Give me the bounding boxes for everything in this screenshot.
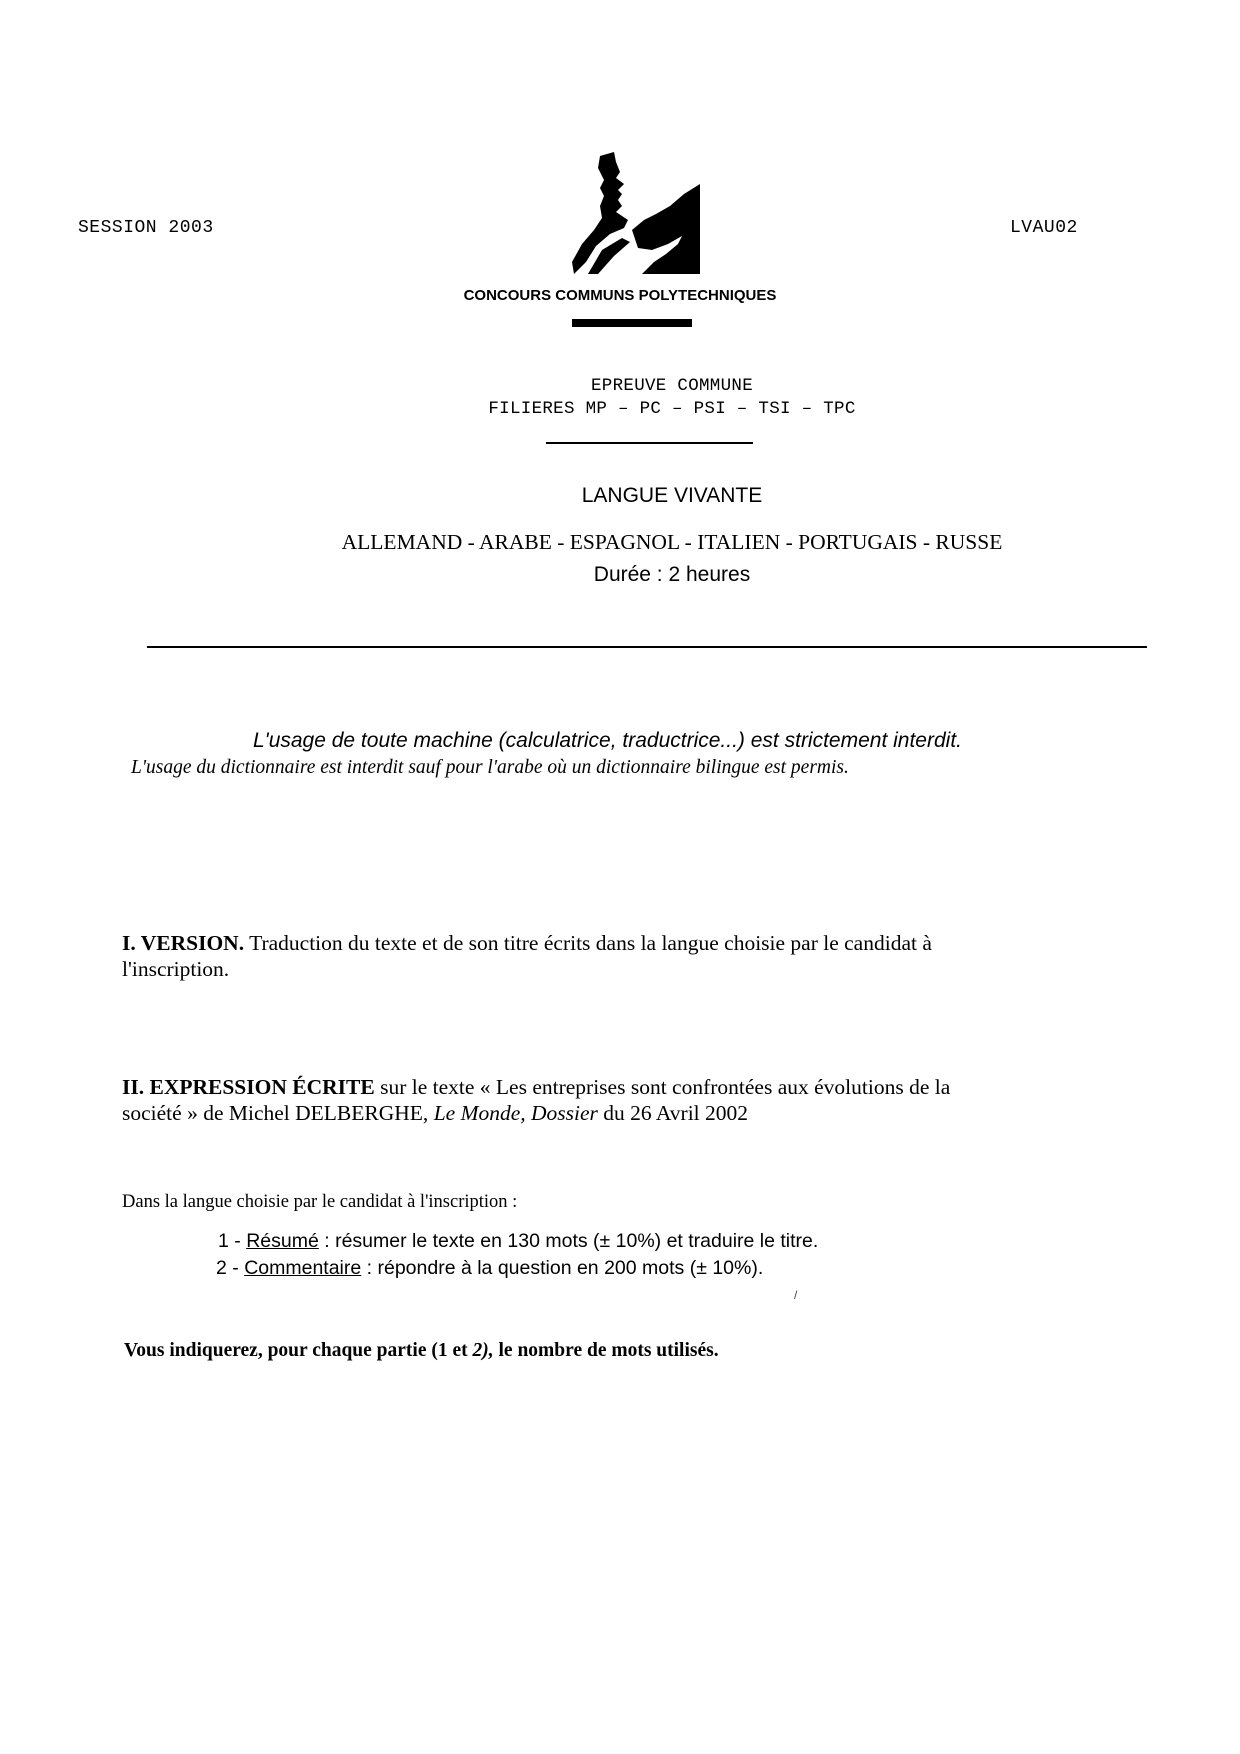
session-label: SESSION 2003 bbox=[78, 218, 214, 238]
profile-silhouette-logo-icon bbox=[572, 150, 702, 276]
word-count-instruction-end: le nombre de mots utilisés. bbox=[498, 1340, 719, 1361]
dictionary-rule: L'usage du dictionnaire est interdit sauf pour l'arabe où un dictionnaire bilingue est permis. bbox=[131, 757, 849, 778]
filieres-label: FILIERES MP – PC – PSI – TSI – TPC bbox=[488, 399, 856, 419]
task-commentaire-label: Commentaire bbox=[244, 1257, 362, 1279]
word-count-instruction-italic: 2), bbox=[472, 1340, 494, 1361]
word-count-instruction-start: Vous indiquerez, pour chaque partie (1 et bbox=[124, 1340, 468, 1361]
exam-tracks bbox=[52, 375, 1240, 421]
part-expression-heading: II. EXPRESSION ÉCRITE bbox=[122, 1075, 375, 1099]
short-divider bbox=[546, 442, 753, 444]
organization-name: CONCOURS COMMUNS POLYTECHNIQUES bbox=[463, 287, 777, 304]
task-resume bbox=[218, 1230, 818, 1253]
main-divider bbox=[147, 646, 1147, 648]
task-resume-number: 1 - bbox=[218, 1230, 241, 1252]
part-expression-text: sur le texte « Les entreprises sont confrontées aux évolutions de la société » de Michel DELBERGHE, bbox=[122, 1075, 951, 1125]
languages-list: ALLEMAND - ARABE - ESPAGNOL - ITALIEN - PORTUGAIS - RUSSE bbox=[341, 530, 1003, 554]
exam-code: LVAU02 bbox=[1010, 218, 1078, 238]
task-resume-text: : résumer le texte en 130 mots (± 10%) et traduire le titre. bbox=[324, 1230, 819, 1252]
word-count-instruction bbox=[124, 1340, 719, 1362]
instructions-intro: Dans la langue choisie par le candidat à l'inscription : bbox=[122, 1192, 518, 1212]
organization-bar-divider bbox=[572, 319, 692, 327]
machine-rule: L'usage de toute machine (calculatrice, traductrice...) est strictement interdit. bbox=[253, 729, 962, 752]
epreuve-label: EPREUVE COMMUNE bbox=[590, 376, 754, 396]
task-resume-label: Résumé bbox=[246, 1230, 319, 1252]
source-date: du 26 Avril 2002 bbox=[603, 1101, 749, 1125]
task-commentaire-number: 2 - bbox=[216, 1257, 239, 1279]
exam-duration: Durée : 2 heures bbox=[593, 563, 751, 586]
subject-title: LANGUE VIVANTE bbox=[581, 484, 763, 507]
task-commentaire bbox=[216, 1257, 763, 1280]
source-publication: Le Monde, Dossier bbox=[433, 1101, 598, 1125]
task-commentaire-text: : répondre à la question en 200 mots (± 10%). bbox=[366, 1257, 764, 1279]
part-version bbox=[122, 930, 1002, 982]
stray-mark: / bbox=[794, 1288, 798, 1302]
part-version-heading: I. VERSION. bbox=[122, 931, 245, 955]
part-expression bbox=[122, 1074, 1002, 1126]
part-version-text: Traduction du texte et de son titre écrits dans la langue choisie par le candidat à l'inscription. bbox=[122, 931, 932, 981]
